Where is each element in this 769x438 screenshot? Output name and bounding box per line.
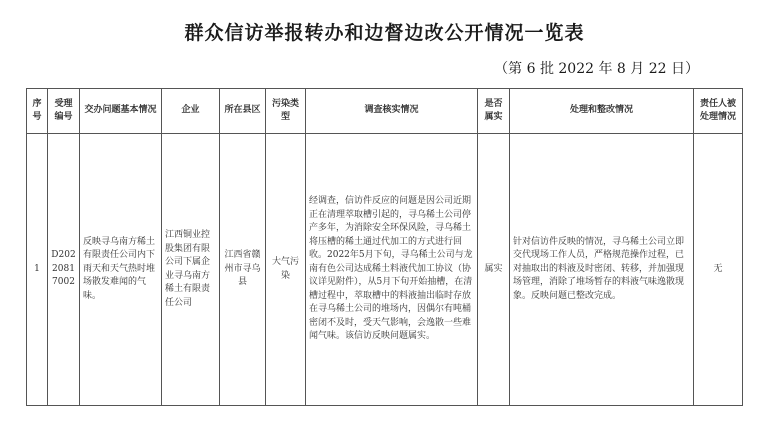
header-responsible: 责任人被处理情况 <box>694 89 743 134</box>
table-row <box>27 134 743 406</box>
header-true: 是否属实 <box>478 89 510 134</box>
cell-county: 江西省赣州市寻乌县 <box>220 134 266 406</box>
cell-company: 江西铜业控股集团有限公司下属企业寻乌南方稀土有限责任公司 <box>162 134 220 406</box>
header-handling: 处理和整改情况 <box>510 89 694 134</box>
cell-pollution: 大气污染 <box>266 134 306 406</box>
header-investigation: 调查核实情况 <box>306 89 478 134</box>
cell-issue: 反映寻乌南方稀土有限责任公司内下雨天和天气热时堆场散发难闻的气味。 <box>80 134 162 406</box>
table-header-row <box>27 89 743 134</box>
cell-seq: 1 <box>27 134 48 406</box>
cell-responsible: 无 <box>694 134 743 406</box>
header-issue: 交办问题基本情况 <box>80 89 162 134</box>
cell-handling: 针对信访件反映的情况，寻乌稀土公司立即交代现场工作人员，严格规范操作过程，已对抽取出的料液及时密闭、转移，并加强现场管理，消除了堆场暂存的料液气味逸散现象。反映问题已整改完成。 <box>510 134 694 406</box>
batch-date-subtitle: （第 6 批 2022 年 8 月 22 日） <box>494 61 699 77</box>
header-pollution: 污染类型 <box>266 89 306 134</box>
cell-id: D2022081 7002 <box>48 134 80 406</box>
header-seq: 序号 <box>27 89 48 134</box>
cell-true: 属实 <box>478 134 510 406</box>
header-company: 企业 <box>162 89 220 134</box>
petition-table <box>26 88 743 406</box>
header-id: 受理编号 <box>48 89 80 134</box>
page-title: 群众信访举报转办和边督边改公开情况一览表 <box>184 22 585 44</box>
cell-investigation: 经调查，信访件反应的问题是因公司近期正在清理萃取槽引起的，寻乌稀土公司停产多年，为消除安全环保风险，寻乌稀土将压槽的稀土通过代加工的方式进行回收。2022年5月下旬，寻乌稀土公司与龙南有色公司达成稀土料液代加工协议（协议详见附件），从5月下旬开始抽槽，在清槽过程中，萃取槽中的料液抽出临时存放在寻乌稀土公司的堆场内，因偶尔有吨桶密闭不及时，受天气影响，会逸散一些难闻气味。该信访反映问题属实。 <box>306 134 478 406</box>
header-county: 所在县区 <box>220 89 266 134</box>
